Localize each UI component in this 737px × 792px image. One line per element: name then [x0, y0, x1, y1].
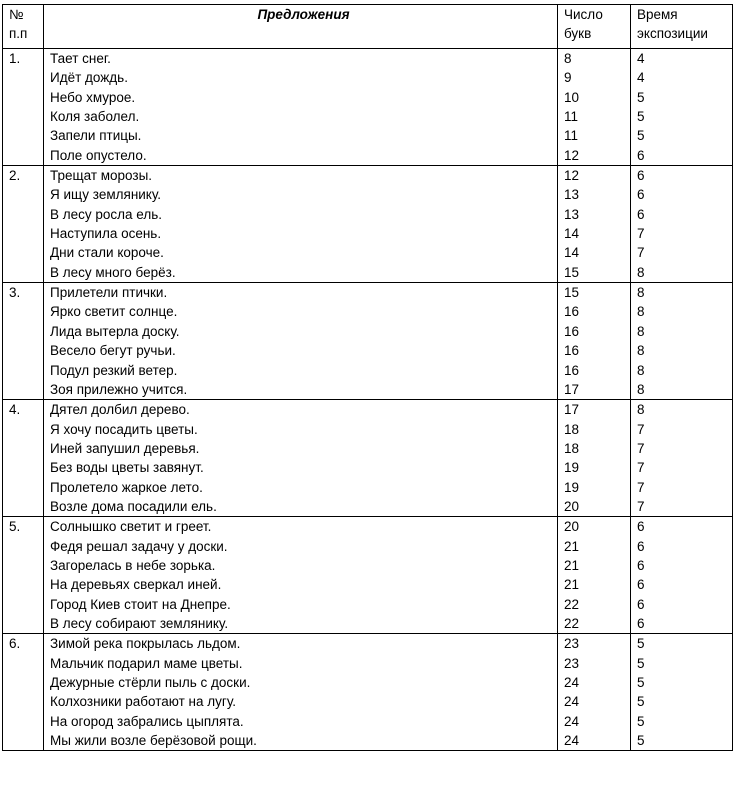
- sentence-cell: Запели птицы.: [44, 126, 558, 145]
- group-number-cell: [3, 595, 44, 614]
- sentence-cell: Дежурные стёрли пыль с доски.: [44, 673, 558, 692]
- header-number: [3, 5, 44, 49]
- group-number-cell: [3, 439, 44, 458]
- letters-count-cell: 22: [558, 614, 631, 634]
- group-number-cell: [3, 575, 44, 594]
- header-letters-line1: Число: [564, 7, 603, 22]
- sentence-cell: Зоя прилежно учится.: [44, 380, 558, 400]
- exposure-time-cell: 8: [631, 283, 733, 303]
- letters-count-cell: 24: [558, 673, 631, 692]
- table-row: [3, 439, 733, 458]
- group-number: 1.: [3, 49, 44, 69]
- table-row: [3, 205, 733, 224]
- table-row: [3, 68, 733, 87]
- letters-count-cell: 16: [558, 341, 631, 360]
- letters-count-cell: 9: [558, 68, 631, 87]
- letters-count-cell: 12: [558, 166, 631, 186]
- exposure-time-cell: 6: [631, 517, 733, 537]
- group-number-cell: [3, 88, 44, 107]
- sentence-cell: Коля заболел.: [44, 107, 558, 126]
- letters-count-cell: 17: [558, 380, 631, 400]
- letters-count-cell: 24: [558, 692, 631, 711]
- sentence-cell: Поле опустело.: [44, 146, 558, 166]
- sentence-cell: Город Киев стоит на Днепре.: [44, 595, 558, 614]
- exposure-time-cell: 5: [631, 654, 733, 673]
- letters-count-cell: 8: [558, 49, 631, 69]
- group-number-cell: [3, 458, 44, 477]
- table-row: [3, 322, 733, 341]
- letters-count-cell: 14: [558, 224, 631, 243]
- header-time-line1: Время: [637, 7, 678, 22]
- table-row: [3, 420, 733, 439]
- table-row: [3, 243, 733, 262]
- exposure-time-cell: 8: [631, 361, 733, 380]
- exposure-time-cell: 7: [631, 224, 733, 243]
- table-row: [3, 712, 733, 731]
- group-number-cell: [3, 185, 44, 204]
- exposure-time-cell: 7: [631, 420, 733, 439]
- letters-count-cell: 20: [558, 517, 631, 537]
- table-row: [3, 634, 733, 654]
- exposure-time-cell: 6: [631, 595, 733, 614]
- sentence-cell: Мальчик подарил маме цветы.: [44, 654, 558, 673]
- exposure-time-cell: 5: [631, 731, 733, 751]
- sentence-cell: Иней запушил деревья.: [44, 439, 558, 458]
- sentence-cell: Возле дома посадили ель.: [44, 497, 558, 517]
- sentence-cell: Без воды цветы завянут.: [44, 458, 558, 477]
- letters-count-cell: 20: [558, 497, 631, 517]
- table-row: [3, 517, 733, 537]
- table-body: [3, 49, 733, 751]
- header-number-line2: п.п: [9, 26, 28, 41]
- group-number-cell: [3, 302, 44, 321]
- group-number-cell: [3, 224, 44, 243]
- exposure-time-cell: 8: [631, 341, 733, 360]
- table-row: [3, 458, 733, 477]
- exposure-time-cell: 6: [631, 556, 733, 575]
- group-number-cell: [3, 673, 44, 692]
- exposure-time-cell: 6: [631, 575, 733, 594]
- exposure-time-cell: 7: [631, 243, 733, 262]
- group-number-cell: [3, 731, 44, 751]
- group-number-cell: [3, 692, 44, 711]
- group-number-cell: [3, 556, 44, 575]
- exposure-time-cell: 6: [631, 146, 733, 166]
- exposure-time-cell: 7: [631, 497, 733, 517]
- exposure-time-cell: 5: [631, 88, 733, 107]
- sentence-cell: В лесу много берёз.: [44, 263, 558, 283]
- group-number-cell: [3, 322, 44, 341]
- group-number-cell: [3, 712, 44, 731]
- table-row: [3, 302, 733, 321]
- group-number-cell: [3, 478, 44, 497]
- exposure-time-cell: 5: [631, 107, 733, 126]
- table-row: [3, 49, 733, 69]
- letters-count-cell: 11: [558, 126, 631, 145]
- exposure-time-cell: 8: [631, 322, 733, 341]
- table-row: [3, 185, 733, 204]
- letters-count-cell: 24: [558, 712, 631, 731]
- group-number-cell: [3, 497, 44, 517]
- sentence-cell: Колхозники работают на лугу.: [44, 692, 558, 711]
- letters-count-cell: 16: [558, 361, 631, 380]
- group-number-cell: [3, 614, 44, 634]
- group-number-cell: [3, 68, 44, 87]
- letters-count-cell: 13: [558, 185, 631, 204]
- exposure-time-cell: 8: [631, 380, 733, 400]
- sentence-cell: В лесу собирают землянику.: [44, 614, 558, 634]
- table-row: [3, 497, 733, 517]
- group-number-cell: [3, 126, 44, 145]
- letters-count-cell: 19: [558, 458, 631, 477]
- table-row: [3, 88, 733, 107]
- table-header: [3, 5, 733, 49]
- letters-count-cell: 19: [558, 478, 631, 497]
- sentence-cell: Весело бегут ручьи.: [44, 341, 558, 360]
- letters-count-cell: 22: [558, 595, 631, 614]
- group-number-cell: [3, 205, 44, 224]
- exposure-time-cell: 5: [631, 692, 733, 711]
- group-number-cell: [3, 654, 44, 673]
- table-row: [3, 478, 733, 497]
- sentence-cell: Зимой река покрылась льдом.: [44, 634, 558, 654]
- sentence-cell: Ярко светит солнце.: [44, 302, 558, 321]
- group-number: 2.: [3, 166, 44, 186]
- sentence-cell: Дятел долбил дерево.: [44, 400, 558, 420]
- group-number: 6.: [3, 634, 44, 654]
- table-row: [3, 166, 733, 186]
- sentence-cell: Солнышко светит и греет.: [44, 517, 558, 537]
- sentence-cell: Наступила осень.: [44, 224, 558, 243]
- table-row: [3, 146, 733, 166]
- sentence-cell: Небо хмурое.: [44, 88, 558, 107]
- group-number-cell: [3, 263, 44, 283]
- sentence-cell: Федя решал задачу у доски.: [44, 537, 558, 556]
- exposure-time-cell: 4: [631, 68, 733, 87]
- header-number-line1: №: [9, 7, 24, 22]
- exposure-time-cell: 6: [631, 205, 733, 224]
- exposure-time-cell: 6: [631, 185, 733, 204]
- group-number-cell: [3, 146, 44, 166]
- header-sentences: Предложения: [44, 5, 558, 49]
- sentence-cell: Прилетели птички.: [44, 283, 558, 303]
- sentence-cell: В лесу росла ель.: [44, 205, 558, 224]
- sentence-cell: На огород забрались цыплята.: [44, 712, 558, 731]
- header-time-line2: экспозиции: [637, 26, 708, 41]
- letters-count-cell: 21: [558, 556, 631, 575]
- exposure-time-cell: 5: [631, 126, 733, 145]
- table-row: [3, 595, 733, 614]
- exposure-time-cell: 7: [631, 478, 733, 497]
- sentence-cell: Идёт дождь.: [44, 68, 558, 87]
- table-row: [3, 654, 733, 673]
- sentence-cell: Лида вытерла доску.: [44, 322, 558, 341]
- sentence-cell: Подул резкий ветер.: [44, 361, 558, 380]
- table-row: [3, 575, 733, 594]
- exposure-time-cell: 8: [631, 400, 733, 420]
- letters-count-cell: 14: [558, 243, 631, 262]
- sentence-cell: Я ищу землянику.: [44, 185, 558, 204]
- sentences-table: [2, 4, 733, 751]
- sentence-cell: Пролетело жаркое лето.: [44, 478, 558, 497]
- sentence-cell: Мы жили возле берёзовой рощи.: [44, 731, 558, 751]
- sentence-cell: Трещат морозы.: [44, 166, 558, 186]
- exposure-time-cell: 8: [631, 263, 733, 283]
- group-number-cell: [3, 380, 44, 400]
- table-row: [3, 224, 733, 243]
- header-exposure-time: [631, 5, 733, 49]
- table-row: [3, 692, 733, 711]
- exposure-time-cell: 5: [631, 673, 733, 692]
- letters-count-cell: 18: [558, 420, 631, 439]
- table-row: [3, 537, 733, 556]
- letters-count-cell: 21: [558, 575, 631, 594]
- group-number: 3.: [3, 283, 44, 303]
- table-row: [3, 361, 733, 380]
- table-row: [3, 731, 733, 751]
- group-number-cell: [3, 341, 44, 360]
- table-row: [3, 400, 733, 420]
- letters-count-cell: 16: [558, 322, 631, 341]
- group-number-cell: [3, 420, 44, 439]
- letters-count-cell: 24: [558, 731, 631, 751]
- exposure-time-cell: 5: [631, 634, 733, 654]
- group-number-cell: [3, 361, 44, 380]
- table-row: [3, 107, 733, 126]
- group-number-cell: [3, 107, 44, 126]
- letters-count-cell: 11: [558, 107, 631, 126]
- sentence-cell: Я хочу посадить цветы.: [44, 420, 558, 439]
- sentence-cell: Загорелась в небе зорька.: [44, 556, 558, 575]
- letters-count-cell: 23: [558, 654, 631, 673]
- header-letters: [558, 5, 631, 49]
- group-number-cell: [3, 243, 44, 262]
- letters-count-cell: 18: [558, 439, 631, 458]
- table-row: [3, 341, 733, 360]
- exposure-time-cell: 7: [631, 439, 733, 458]
- letters-count-cell: 15: [558, 283, 631, 303]
- table-row: [3, 673, 733, 692]
- letters-count-cell: 23: [558, 634, 631, 654]
- table-row: [3, 380, 733, 400]
- exposure-time-cell: 6: [631, 166, 733, 186]
- letters-count-cell: 10: [558, 88, 631, 107]
- header-letters-line2: букв: [564, 26, 592, 41]
- exposure-time-cell: 6: [631, 614, 733, 634]
- exposure-time-cell: 5: [631, 712, 733, 731]
- letters-count-cell: 16: [558, 302, 631, 321]
- table-row: [3, 283, 733, 303]
- sentence-cell: Дни стали короче.: [44, 243, 558, 262]
- exposure-time-cell: 8: [631, 302, 733, 321]
- letters-count-cell: 12: [558, 146, 631, 166]
- table-row: [3, 126, 733, 145]
- letters-count-cell: 15: [558, 263, 631, 283]
- letters-count-cell: 21: [558, 537, 631, 556]
- group-number-cell: [3, 537, 44, 556]
- table-row: [3, 263, 733, 283]
- exposure-time-cell: 6: [631, 537, 733, 556]
- group-number: 5.: [3, 517, 44, 537]
- group-number: 4.: [3, 400, 44, 420]
- sentence-cell: Тает снег.: [44, 49, 558, 69]
- table-row: [3, 556, 733, 575]
- exposure-time-cell: 7: [631, 458, 733, 477]
- letters-count-cell: 17: [558, 400, 631, 420]
- exposure-time-cell: 4: [631, 49, 733, 69]
- letters-count-cell: 13: [558, 205, 631, 224]
- table-row: [3, 614, 733, 634]
- sentence-cell: На деревьях сверкал иней.: [44, 575, 558, 594]
